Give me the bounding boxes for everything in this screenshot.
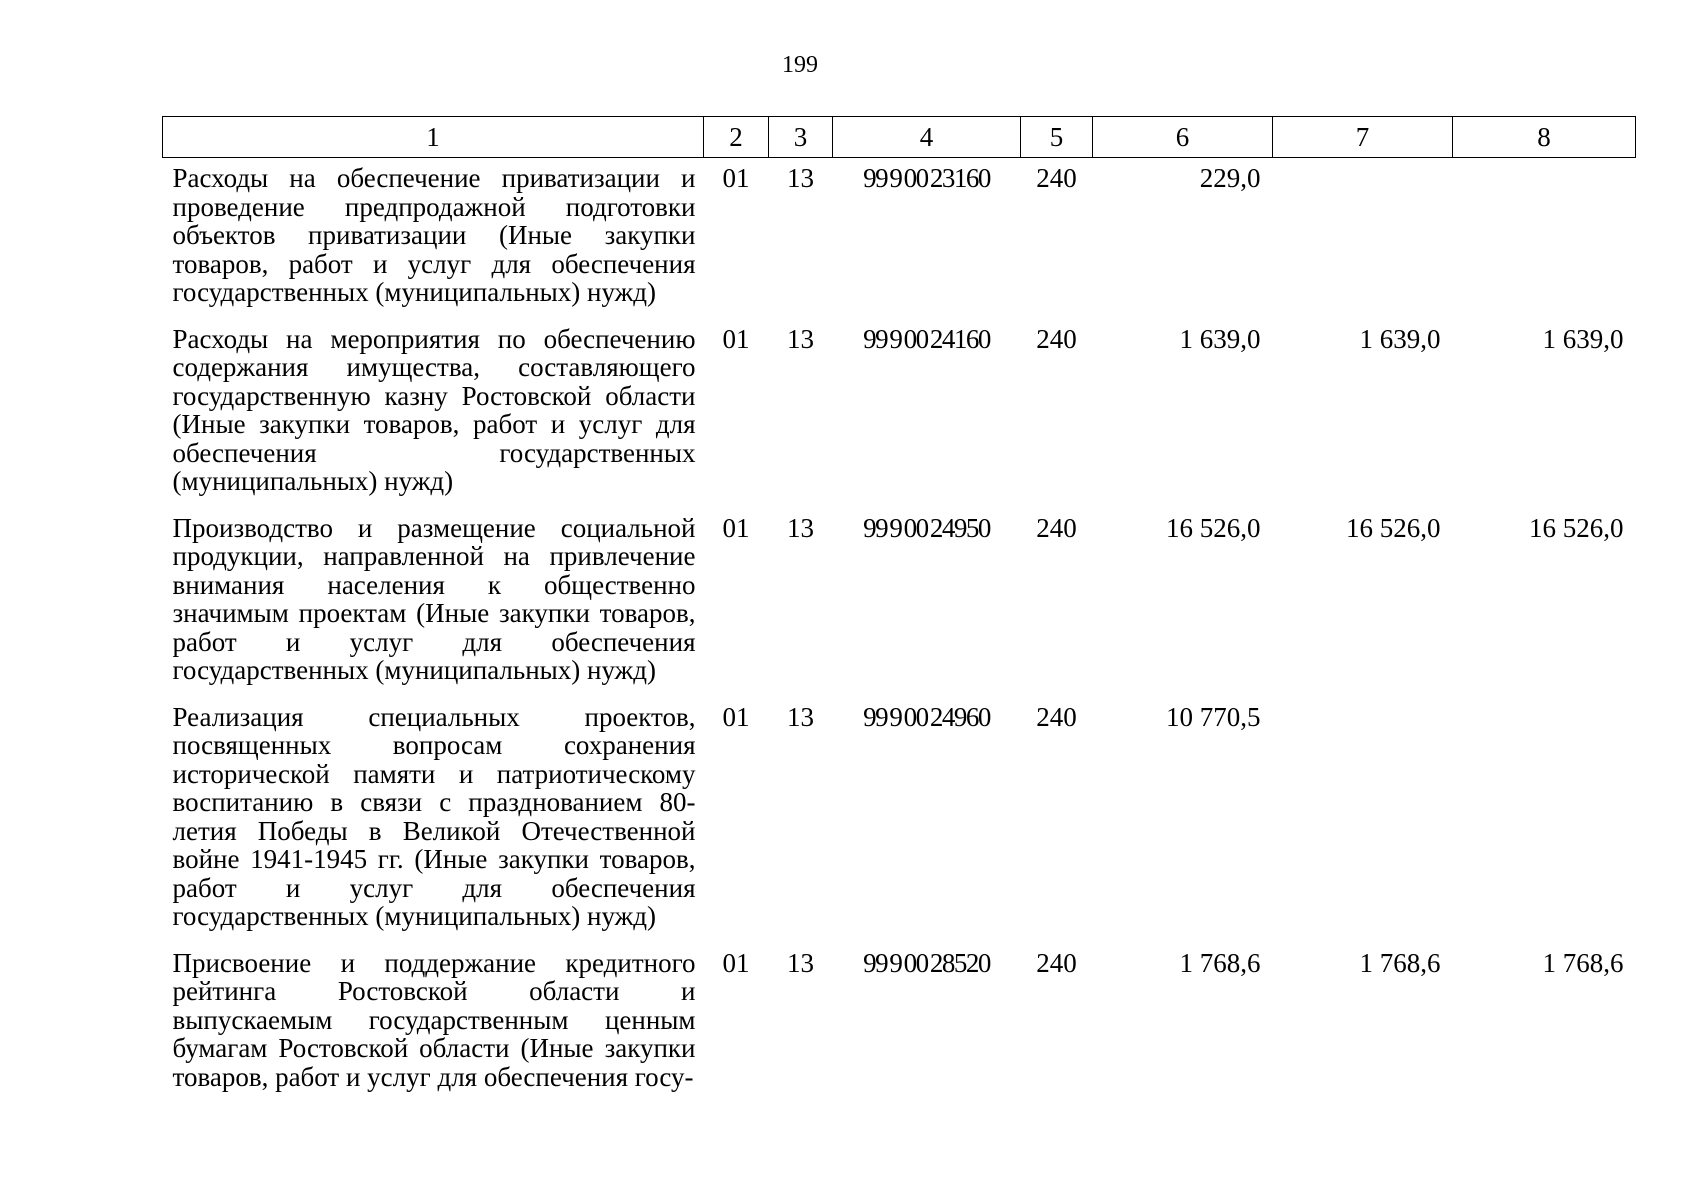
row-description: Расходы на мероприятия по обеспечению содержания имущества, составляющего государственную казну Ростовской области (Иные закупки товаров, работ и услуг для обеспечения государственных (муниципальных) нужд)	[172, 323, 696, 496]
table-row	[163, 508, 1636, 697]
table-row	[163, 319, 1636, 508]
row-description: Расходы на обеспечение приватизации и проведение предпродажной подготовки объектов приватизации (Иные закупки товаров, работ и услуг для обеспечения государственных (муниципальных) нужд)	[172, 163, 696, 307]
amount-col6: 1 639,0	[1179, 323, 1261, 354]
section-code: 01	[722, 323, 750, 354]
amount-col6: 1 768,6	[1179, 947, 1261, 978]
target-article-code: 99 9 00 24950	[863, 512, 990, 543]
expense-type-code: 240	[1036, 323, 1077, 354]
section-code: 01	[722, 947, 750, 978]
subsection-code: 13	[787, 512, 814, 543]
subsection-code: 13	[787, 323, 814, 354]
column-header-6: 6	[1093, 117, 1273, 158]
amount-col8	[1453, 697, 1636, 943]
amount-col7	[1273, 158, 1453, 319]
column-header-5: 5	[1021, 117, 1093, 158]
amount-col7: 16 526,0	[1346, 512, 1441, 543]
amount-col8: 1 768,6	[1542, 947, 1624, 978]
table-row	[163, 697, 1636, 943]
amount-col6: 10 770,5	[1166, 701, 1261, 732]
column-header-3: 3	[769, 117, 833, 158]
subsection-code: 13	[787, 163, 814, 193]
expense-type-code: 240	[1036, 512, 1077, 543]
amount-col8: 16 526,0	[1529, 512, 1624, 543]
page-number: 199	[782, 52, 818, 78]
column-header-4: 4	[833, 117, 1021, 158]
section-code: 01	[722, 163, 750, 193]
expense-type-code: 240	[1036, 947, 1077, 978]
column-header-1: 1	[163, 117, 704, 158]
target-article-code: 99 9 00 23160	[863, 163, 990, 193]
amount-col7	[1273, 697, 1453, 943]
target-article-code: 99 9 00 28520	[863, 947, 990, 978]
amount-col8	[1453, 158, 1636, 319]
amount-col7: 1 768,6	[1359, 947, 1441, 978]
table-row	[163, 158, 1636, 319]
budget-table	[162, 116, 1636, 1097]
subsection-code: 13	[787, 701, 814, 732]
amount-col6: 229,0	[1199, 163, 1261, 193]
row-description: Реализация специальных проектов, посвященных вопросам сохранения исторической памяти и патриотическому воспитанию в связи с празднованием 80-летия Победы в Великой Отечественной войне 1941-1945 гг. (Иные закупки товаров, работ и услуг для обеспечения государственных (муниципальных) нужд)	[172, 701, 696, 931]
column-header-2: 2	[704, 117, 769, 158]
section-code: 01	[722, 701, 750, 732]
row-description: Присвоение и поддержание кредитного рейтинга Ростовской области и выпускаемым государственным ценным бумагам Ростовской области (Иные закупки товаров, работ и услуг для обеспечения госу-	[172, 947, 696, 1092]
amount-col7: 1 639,0	[1359, 323, 1441, 354]
amount-col6: 16 526,0	[1166, 512, 1261, 543]
target-article-code: 99 9 00 24960	[863, 701, 990, 732]
table-row	[163, 943, 1636, 1098]
column-header-7: 7	[1273, 117, 1453, 158]
subsection-code: 13	[787, 947, 814, 978]
amount-col8: 1 639,0	[1542, 323, 1624, 354]
expense-type-code: 240	[1036, 701, 1077, 732]
table-header-row	[163, 117, 1636, 158]
expense-type-code: 240	[1036, 163, 1077, 193]
section-code: 01	[722, 512, 750, 543]
row-description: Производство и размещение социальной продукции, направленной на привлечение внимания населения к общественно значимым проектам (Иные закупки товаров, работ и услуг для обеспечения государственных (муниципальных) нужд)	[172, 512, 696, 685]
target-article-code: 99 9 00 24160	[863, 323, 990, 354]
column-header-8: 8	[1453, 117, 1636, 158]
